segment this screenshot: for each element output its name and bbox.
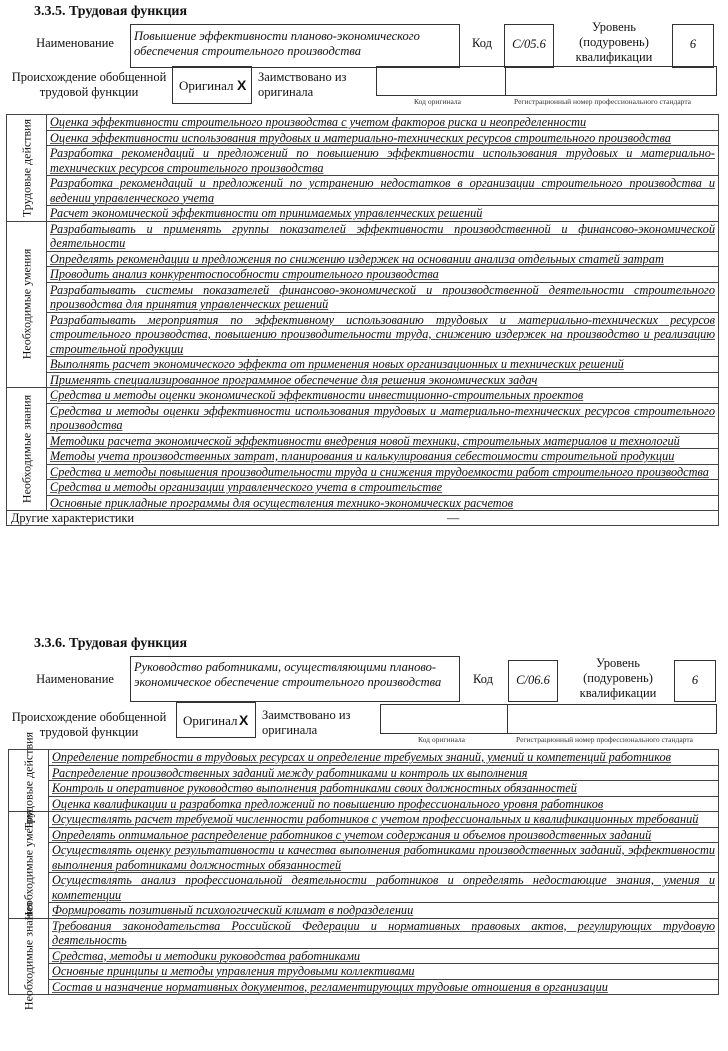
reg-caption: Регистрационный номер профессионального стандарта bbox=[516, 735, 694, 744]
table-row bbox=[7, 206, 719, 222]
group-label-cell bbox=[7, 115, 47, 222]
original-label: Оригинал bbox=[179, 78, 234, 93]
code-value: С/06.6 bbox=[516, 673, 550, 687]
row-text: Разрабатывать мероприятия по эффективному использованию трудовых и материально-технических ресурсов строительного производства, повышению производительности труда, снижению издержек на производство и реализацию строительной продукции bbox=[47, 312, 719, 357]
row-text: Выполнять расчет экономического эффекта от применения новых организационных и технических решений bbox=[47, 357, 719, 373]
table-row bbox=[7, 403, 719, 433]
row-text: Проводить анализ конкурентоспособности строительного производства bbox=[47, 267, 719, 283]
reg-number-box bbox=[507, 704, 717, 734]
table-row bbox=[7, 282, 719, 312]
row-text: Оценка эффективности строительного производства с учетом факторов риска и неопределенности bbox=[47, 115, 719, 131]
other-value: — bbox=[447, 511, 460, 525]
section2-title: 3.3.6. Трудовая функция bbox=[34, 636, 188, 651]
table-row bbox=[7, 433, 719, 449]
row-text: Методы учета производственных затрат, планирования и калькулирования себестоимости строительной продукции bbox=[47, 449, 719, 465]
table-row bbox=[9, 979, 719, 995]
other-cell bbox=[7, 511, 719, 526]
other-row bbox=[7, 511, 719, 526]
group-label: Трудовые действия bbox=[21, 731, 35, 830]
section1-title: 3.3.5. Трудовая функция bbox=[34, 4, 188, 19]
original-label: Оригинал bbox=[183, 713, 238, 728]
original-mark: X bbox=[237, 77, 247, 93]
level-value-box bbox=[672, 24, 714, 68]
row-text: Разрабатывать системы показателей финансово-экономической и производственной деятельности строительного производства для принятия управленческих решений bbox=[47, 282, 719, 312]
group-label: Необходимые знания bbox=[19, 394, 33, 504]
table-row bbox=[7, 357, 719, 373]
group-label-cell bbox=[9, 902, 49, 1011]
table-row bbox=[7, 176, 719, 206]
row-text: Средства и методы оценки эффективности использования трудовых и материально-технических ресурсов строительного производства bbox=[47, 403, 719, 433]
borrowed-label: Заимствовано из оригинала bbox=[258, 70, 347, 99]
row-text: Контроль и оперативное руководство выполнения работниками своих должностных обязанностей bbox=[49, 781, 719, 797]
name-value-box bbox=[130, 656, 460, 702]
code-value-box bbox=[508, 660, 558, 702]
origin-label: Происхождение обобщенной трудовой функции bbox=[11, 70, 167, 99]
original-box bbox=[176, 702, 256, 738]
name-label: Наименование bbox=[36, 36, 114, 50]
level-label: Уровень (подуровень) квалификации bbox=[575, 20, 653, 64]
table-row bbox=[9, 903, 719, 919]
borrowed-label: Заимствовано из оригинала bbox=[262, 708, 351, 737]
table-row bbox=[7, 130, 719, 146]
table-row bbox=[7, 449, 719, 465]
level-label: Уровень (подуровень) квалификации bbox=[579, 656, 657, 700]
table-row bbox=[7, 251, 719, 267]
code-orig-caption: Код оригинала bbox=[418, 735, 465, 744]
row-text: Осуществлять оценку результативности и качества выполнения работниками производственных заданий, эффективности выполнения работниками должностных обязанностей bbox=[49, 843, 719, 873]
group-label-cell bbox=[9, 731, 49, 830]
table-row bbox=[7, 464, 719, 480]
reg-caption: Регистрационный номер профессионального стандарта bbox=[514, 97, 692, 106]
row-text: Разработка рекомендаций и предложений по повышению эффективности использования трудовых и материально-технических ресурсов строительного производства bbox=[47, 146, 719, 176]
table-row bbox=[9, 827, 719, 843]
table-row bbox=[9, 750, 719, 766]
row-text: Осуществлять расчет требуемой численности работников с учетом профессиональных и квалификационных требований bbox=[49, 812, 719, 828]
table-row bbox=[9, 781, 719, 797]
row-text: Состав и назначение нормативных документов, регламентирующих трудовые отношения в организации bbox=[49, 979, 719, 995]
group-label: Необходимые умения bbox=[19, 249, 33, 360]
group-label: Необходимые знания bbox=[21, 902, 35, 1011]
table-row bbox=[7, 115, 719, 131]
reg-number-box bbox=[505, 66, 717, 96]
row-text: Требования законодательства Российской Федерации и нормативных правовых актов, регулирующих трудовую деятельность bbox=[49, 918, 719, 948]
row-text: Определять оптимальное распределение работников с учетом содержания и объемов производственных заданий bbox=[49, 827, 719, 843]
original-box bbox=[172, 66, 252, 104]
table-row bbox=[9, 765, 719, 781]
table-row bbox=[9, 843, 719, 873]
row-text: Расчет экономической эффективности от принимаемых управленческих решений bbox=[47, 206, 719, 222]
name-label: Наименование bbox=[36, 672, 114, 686]
row-text: Распределение производственных заданий между работниками и контроль их выполнения bbox=[49, 765, 719, 781]
section1-table bbox=[6, 114, 719, 526]
other-label: Другие характеристики bbox=[11, 511, 135, 525]
name-value-box bbox=[130, 24, 460, 68]
origin-label: Происхождение обобщенной трудовой функции bbox=[11, 710, 167, 739]
row-text: Разрабатывать и применять группы показателей эффективности производственной и финансово-экономической деятельности bbox=[47, 221, 719, 251]
row-text: Определять рекомендации и предложения по снижению издержек на основании анализа отдельных статей затрат bbox=[47, 251, 719, 267]
code-value: С/05.6 bbox=[512, 37, 546, 51]
table-row bbox=[9, 948, 719, 964]
name-value: Повышение эффективности планово-экономического обеспечения строительного производства bbox=[134, 29, 420, 58]
row-text: Осуществлять анализ профессиональной деятельности работников и определять недостающие знания, умения и компетенции bbox=[49, 873, 719, 903]
row-text: Средства, методы и методики руководства работниками bbox=[49, 948, 719, 964]
row-text: Разработка рекомендаций и предложений по устранению недостатков в организации строительного производства и ведении управленческого учета bbox=[47, 176, 719, 206]
table-row bbox=[9, 964, 719, 980]
table-row bbox=[9, 918, 719, 948]
row-text: Методики расчета экономической эффективности внедрения новой техники, строительных материалов и технологий bbox=[47, 433, 719, 449]
table-row bbox=[7, 372, 719, 388]
code-orig-box bbox=[380, 704, 508, 734]
table-row bbox=[7, 480, 719, 496]
table-row bbox=[9, 812, 719, 828]
table-row bbox=[7, 388, 719, 404]
table-row bbox=[7, 495, 719, 511]
code-orig-caption: Код оригинала bbox=[414, 97, 461, 106]
code-label: Код bbox=[472, 36, 492, 50]
table-row bbox=[9, 873, 719, 903]
row-text: Оценка эффективности использования трудовых и материально-технических ресурсов строительного производства bbox=[47, 130, 719, 146]
level-value: 6 bbox=[689, 37, 697, 51]
code-label: Код bbox=[473, 672, 493, 686]
row-text: Средства и методы организации управленческого учета в строительстве bbox=[47, 480, 719, 496]
row-text: Средства и методы оценки экономической эффективности инвестиционно-строительных проектов bbox=[47, 388, 719, 404]
group-label-cell bbox=[7, 221, 47, 388]
table-row bbox=[7, 146, 719, 176]
row-text: Оценка квалификации и разработка предложений по повышению профессионального уровня работников bbox=[49, 796, 719, 812]
code-value-box bbox=[504, 24, 554, 68]
table-row bbox=[7, 267, 719, 283]
table-row bbox=[9, 796, 719, 812]
table-row bbox=[7, 312, 719, 357]
row-text: Применять специализированное программное обеспечение для решения экономических задач bbox=[47, 372, 719, 388]
level-value: 6 bbox=[691, 673, 699, 687]
row-text: Средства и методы повышения производительности труда и снижения трудоемкости работ строительного производства bbox=[47, 464, 719, 480]
row-text: Определение потребности в трудовых ресурсах и определение требуемых знаний, умений и компетенций работников bbox=[49, 750, 719, 766]
original-mark: X bbox=[239, 712, 249, 728]
code-orig-box bbox=[376, 66, 506, 96]
group-label: Необходимые умения bbox=[21, 809, 35, 920]
level-value-box bbox=[674, 660, 716, 702]
row-text: Основные прикладные программы для осуществления технико-экономических расчетов bbox=[47, 495, 719, 511]
name-value: Руководство работниками, осуществляющими планово-экономическое обеспечение строительного производства bbox=[134, 660, 442, 689]
group-label: Трудовые действия bbox=[19, 118, 33, 217]
row-text: Основные принципы и методы управления трудовыми коллективами bbox=[49, 964, 719, 980]
row-text: Формировать позитивный психологический климат в подразделении bbox=[49, 903, 719, 919]
group-label-cell bbox=[7, 388, 47, 511]
table-row bbox=[7, 221, 719, 251]
